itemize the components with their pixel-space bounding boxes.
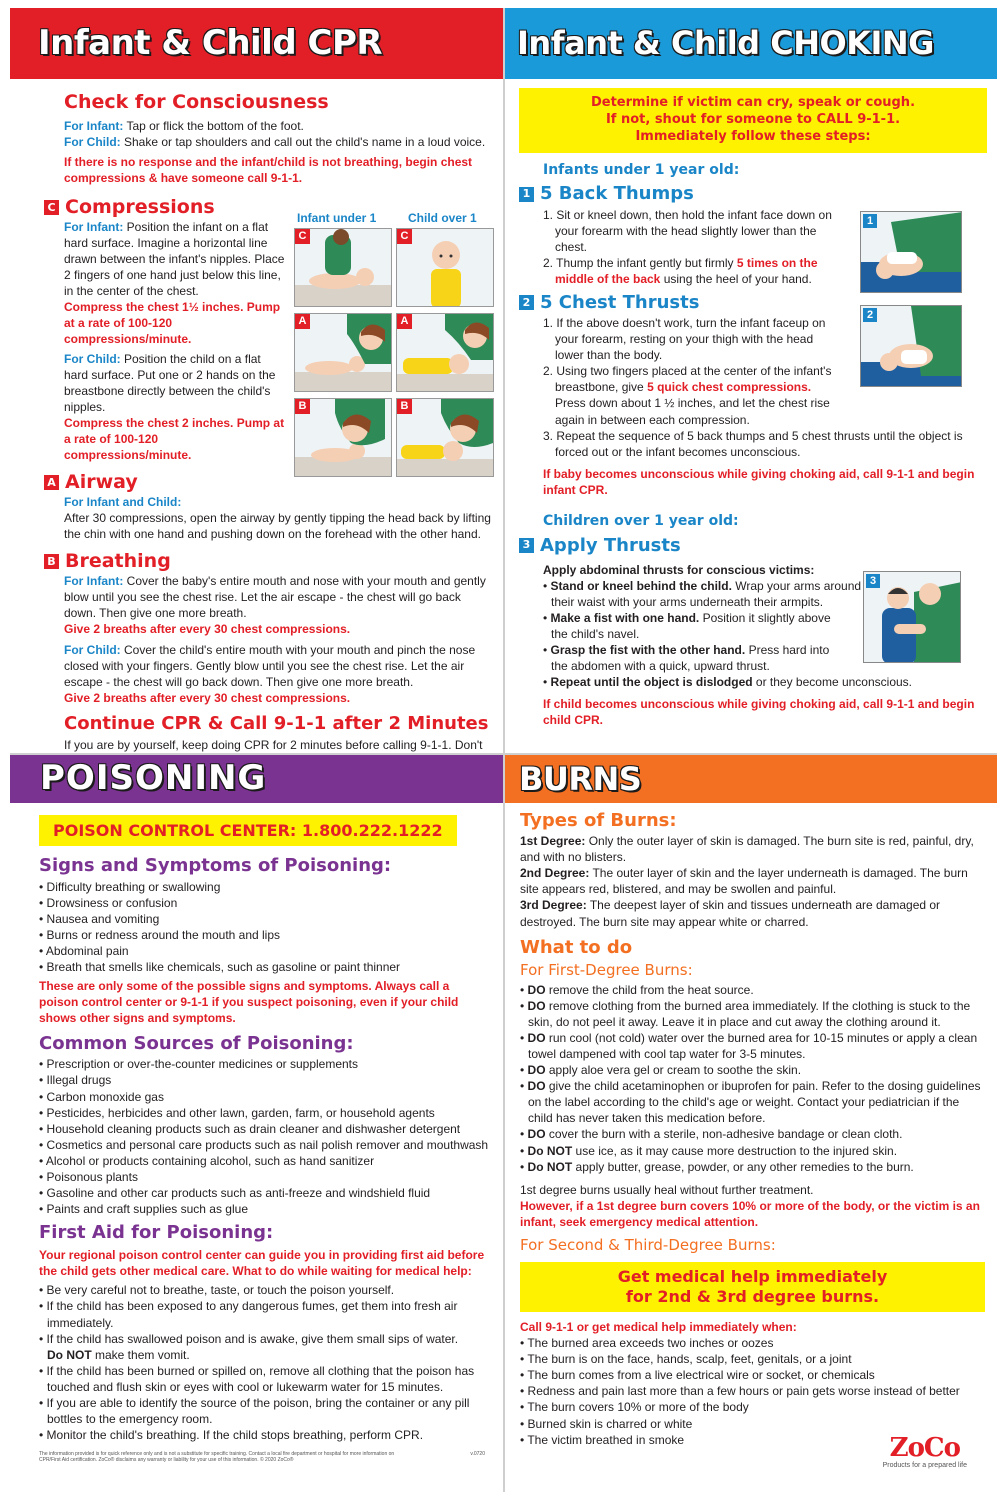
illus-infant-header: Infant under 1: [297, 211, 377, 225]
compressions-infant-text: Position the infant on a flat hard surface. Imagine a horizontal line drawn between the infant's nipples. Place 2 fingers of one hand just below this line, in the center of the chest.: [64, 219, 285, 299]
back-thumps-heading: 5 Back Thumps: [540, 183, 694, 205]
breathing-infant-label: For Infant:: [64, 573, 124, 588]
cpr-title: Infant & Child CPR: [38, 22, 383, 63]
back-thumps-illustration: [860, 211, 962, 293]
illus-label: C: [295, 229, 310, 244]
continue-text: If you are by yourself, keep doing CPR for 2 minutes before calling 9-1-1. Don't: [64, 738, 483, 753]
back-step2-red: 5 times on the middle of the back: [555, 255, 818, 286]
compressions-child-note: Compress the chest 2 inches. Pump at a rate of 100-120 compressions/minute.: [64, 415, 285, 462]
sign-item: • Difficulty breathing or swallowing: [39, 879, 491, 895]
zoco-logo: [882, 1432, 967, 1470]
call-item: • Burned skin is charred or white: [520, 1416, 985, 1432]
first-degree-item: [520, 998, 985, 1030]
back-thumps-heading-row: [519, 182, 987, 206]
first-degree-list: [520, 982, 985, 1175]
disclaimer: The information provided is for quick reference only and is not a substitute for specific training. Contact a local fire department or hospital for more information on CPR/First Aid certification. ZoCo® disclaims any warranty or liability for your use of this information. © 2020 ZoCo®: [39, 1451, 395, 1464]
source-item: • Cosmetics and personal care products such as nail polish remover and mouthwash: [39, 1137, 491, 1153]
source-item: • Alcohol or products containing alcohol, such as hand sanitizer: [39, 1153, 491, 1169]
burn-type-label: 3rd Degree:: [520, 898, 587, 913]
medical-box-line: for 2nd & 3rd degree burns.: [625, 1287, 880, 1307]
apply-bullet: [543, 610, 833, 642]
source-item: • Illegal drugs: [39, 1072, 491, 1088]
first-degree-item-text: cover the burn with a sterile, non-adhesive bandage or clean cloth.: [545, 1127, 903, 1142]
first-degree-item-label: DO: [527, 998, 546, 1013]
sources-heading: Common Sources of Poisoning:: [39, 1033, 354, 1055]
infant-breathing-illustration: [294, 398, 392, 477]
medical-help-box: [520, 1262, 985, 1312]
first-degree-item: [520, 1143, 985, 1159]
sources-list: [39, 1056, 491, 1217]
back-step2-b: using the heel of your hand.: [660, 271, 812, 286]
first-degree-item-label: DO: [527, 1079, 546, 1094]
breathing-infant-note: Give 2 breaths after every 30 chest compressions.: [64, 622, 351, 637]
choking-banner: [505, 8, 997, 79]
signs-note: These are only some of the possible signs and symptoms. Always call a poison control center or 9-1-1 if you suspect poisoning, even if your child shows other signs and symptoms.: [39, 979, 459, 1026]
heal-text: 1st degree burns usually heal without further treatment.: [520, 1182, 814, 1197]
call-heading: Call 9-1-1 or get medical help immediately when:: [520, 1320, 797, 1335]
first-degree-item-text: use ice, as it may cause more destruction to the injured skin.: [572, 1143, 898, 1158]
heal-warning: However, if a 1st degree burn covers 10% or more of the body, or the victim is an infant, seek emergency medical attention.: [520, 1198, 980, 1229]
airway-text: [64, 510, 494, 542]
vomit-rest: make them vomit.: [91, 1347, 190, 1362]
source-item: • Paints and craft supplies such as glue: [39, 1201, 491, 1217]
choking-section: [505, 8, 997, 753]
poisoning-content: [10, 803, 503, 1463]
child-compression-illustration: [396, 228, 494, 307]
apply-bullet-text: Wrap your arms around their waist with your arms underneath their armpits.: [551, 578, 862, 609]
logo-tagline: Products for a prepared life: [882, 1461, 967, 1469]
img-num: 3: [866, 574, 880, 588]
burn-type: [520, 865, 985, 897]
compressions-infant-label: For Infant:: [64, 219, 124, 234]
first-degree-item-text: remove the child from the heat source.: [545, 982, 754, 997]
first-degree-item-label: DO: [527, 1031, 546, 1046]
version-code: v.0720: [470, 1451, 485, 1458]
burn-type-label: 1st Degree:: [520, 834, 586, 849]
firstaid-item: • Be very careful not to breathe, taste, or touch the poison yourself.: [39, 1282, 491, 1298]
child-airway-illustration: [396, 313, 494, 392]
call-item: • The burn covers 10% or more of the body: [520, 1399, 985, 1415]
source-item: • Prescription or over-the-counter medicines or supplements: [39, 1056, 491, 1072]
burns-content: [505, 803, 997, 1448]
compressions-infant-note: Compress the chest 1½ inches. Pump at a rate of 100-120 compressions/minute.: [64, 300, 281, 347]
apply-intro: Apply abdominal thrusts for conscious victims:: [543, 562, 815, 577]
illus-label: A: [295, 314, 310, 329]
first-degree-item: [520, 1030, 985, 1062]
firstaid-note: Your regional poison control center can guide you in providing first aid before the child gets other medical care. What to do while waiting for medical help:: [39, 1248, 485, 1279]
sign-item: • Burns or redness around the mouth and lips: [39, 927, 491, 943]
apply-thrusts-heading-row: [519, 534, 987, 558]
breathing-tag: B: [44, 554, 59, 569]
signs-list: [39, 879, 491, 975]
firstaid-item: [39, 1331, 491, 1363]
source-item: • Gasoline and other car products such as anti-freeze and windshield fluid: [39, 1185, 491, 1201]
img-num: 1: [863, 214, 877, 228]
apply-thrusts-illustration: [863, 571, 961, 663]
chest-step: 3. Repeat the sequence of 5 back thumps and 5 chest thrusts until the object is forced out or the infant becomes unconscious.: [543, 428, 963, 459]
alert-line: If not, shout for someone to CALL 9-1-1.: [605, 111, 901, 127]
check-child-label: For Child:: [64, 134, 121, 149]
compressions-tag: C: [44, 200, 59, 215]
chest-step2-a: 2. Using two fingers placed at the center of the infant's breastbone, give: [543, 364, 832, 395]
apply-bullet-bold: Make a fist with one hand.: [550, 610, 700, 625]
chest-warning: If baby becomes unconscious while giving choking aid, call 9-1-1 and begin infant CPR.: [543, 466, 975, 497]
firstaid-item: • If the child has been burned or spilled on, remove all clothing that the poison has touched and flush skin or eyes with cool or lukewarm water for 15 minutes.: [39, 1363, 491, 1395]
signs-heading: Signs and Symptoms of Poisoning:: [39, 855, 392, 877]
compressions-child-text: Position the child on a flat hard surface. Put one or 2 hands on the breastbone directly between the child's nipples.: [64, 351, 276, 414]
burn-type-text: Only the outer layer of skin is damaged. The burn site is red, painful, dry, and with no blisters.: [520, 834, 974, 865]
img-num: 2: [863, 308, 877, 322]
first-degree-item: [520, 1078, 985, 1126]
sign-item: • Nausea and vomiting: [39, 911, 491, 927]
breathing-child-text: Cover the child's entire mouth with your mouth and pinch the nose closed with your fingers. Gently blow until you see the chest rise. Let the air escape - the chest will go back down. Then give one more breath.: [64, 643, 476, 690]
burn-type-label: 2nd Degree:: [520, 866, 590, 881]
first-degree-item-text: apply butter, grease, powder, or any other remedies to the burn.: [572, 1159, 914, 1174]
infants-heading: Infants under 1 year old:: [543, 161, 740, 178]
breathing-child-label: For Child:: [64, 643, 121, 658]
first-degree-item-label: DO: [527, 982, 546, 997]
call-item: • The burn comes from a live electrical wire or socket, or chemicals: [520, 1367, 985, 1383]
burn-type: [520, 833, 985, 865]
first-degree-item: [520, 1126, 985, 1142]
apply-bullet-bold: Grasp the fist with the other hand.: [550, 643, 746, 658]
illus-label: C: [397, 229, 412, 244]
poisoning-section: [10, 755, 503, 1492]
whattodo-heading: What to do: [520, 936, 633, 958]
first-degree-item: [520, 982, 985, 998]
infant-airway-illustration: [294, 313, 392, 392]
check-infant-label: For Infant:: [64, 118, 124, 133]
apply-bullet-text: or they become unconscious.: [752, 675, 912, 690]
airway-tag: A: [44, 475, 59, 490]
illus-child-header: Child over 1: [408, 211, 477, 225]
sign-item: • Breath that smells like chemicals, such as gasoline or paint thinner: [39, 959, 491, 975]
poisoning-banner: [10, 755, 503, 803]
breathing-heading: Breathing: [65, 550, 171, 573]
sign-item: • Abdominal pain: [39, 943, 491, 959]
poison-control-number: POISON CONTROL CENTER: 1.800.222.1222: [39, 815, 457, 846]
back-step: 1. Sit or kneel down, then hold the infant face down on your forearm with the head slightly lower than the chest.: [543, 207, 832, 254]
call-item: • The burn is on the face, hands, scalp, feet, genitals, or a joint: [520, 1351, 985, 1367]
firstaid-item: • If the child has been exposed to any dangerous fumes, get them into fresh air immediately.: [39, 1298, 491, 1330]
apply-bullet-text: Press hard into the abdomen with a quick, upward thrust.: [551, 643, 830, 674]
apply-bullet: [543, 578, 863, 610]
first-degree-heading: For First-Degree Burns:: [520, 960, 693, 979]
burns-banner: [505, 755, 997, 803]
first-degree-item-text: remove clothing from the burned area immediately. If the clothing is stuck to the skin, do not peel it away. Leave it in place and cut away the clothing around it.: [528, 998, 971, 1029]
chest-thrusts-illustration: [860, 305, 962, 387]
first-degree-item: [520, 1159, 985, 1175]
firstaid-item: • Monitor the child's breathing. If the child stops breathing, perform CPR.: [39, 1427, 491, 1443]
choking-alert-box: [519, 88, 987, 153]
logo-text: ZoCo: [889, 1432, 960, 1463]
chest-step2-b: Press down about 1 ½ inches, and let the chest rise again in between each compression.: [555, 396, 830, 427]
breathing-heading-row: [47, 550, 491, 573]
poisoning-title: POISONING: [40, 758, 267, 799]
sign-item: • Drowsiness or confusion: [39, 895, 491, 911]
chest-thrusts-heading: 5 Chest Thrusts: [540, 291, 700, 313]
chest-step: 1. If the above doesn't work, turn the infant faceup on your forearm, resting on your thigh with the head lower than the body.: [543, 316, 826, 363]
types-list: [520, 833, 985, 929]
continue-heading: Continue CPR & Call 9-1-1 after 2 Minutes: [64, 712, 489, 734]
burn-type-text: The outer layer of skin and the layer underneath is damaged. The burn site appears red, blistered, and may be swollen and painful.: [520, 866, 968, 897]
apply-bullet-bold: Repeat until the object is dislodged: [550, 675, 753, 690]
first-degree-item: [520, 1062, 985, 1078]
burn-type: [520, 897, 985, 929]
vomit-do-not: Do NOT: [47, 1347, 92, 1362]
source-item: • Pesticides, herbicides and other lawn, garden, farm, or household agents: [39, 1105, 491, 1121]
chest-num: 2: [519, 295, 534, 310]
first-degree-item-text: run cool (not cold) water over the burned area for 10-15 minutes or apply a clean towel dampened with cool tap water for 3-5 minutes.: [528, 1031, 978, 1062]
compressions-heading: Compressions: [65, 196, 215, 219]
firstaid-item-text: If the child has swallowed poison and is awake, give them small sips of water.: [46, 1331, 459, 1346]
breathing-child-note: Give 2 breaths after every 30 chest compressions.: [64, 691, 351, 706]
airway-label: For Infant and Child:: [64, 494, 182, 509]
apply-bullet-text: Position it slightly above the child's navel.: [551, 610, 831, 642]
medical-box-line: Get medical help immediately: [617, 1267, 888, 1287]
first-degree-item-label: DO: [527, 1127, 546, 1142]
cpr-banner: [10, 8, 503, 79]
first-degree-item-text: apply aloe vera gel or cream to soothe the skin.: [545, 1063, 802, 1078]
children-heading: Children over 1 year old:: [543, 512, 739, 529]
child-breathing-illustration: [396, 398, 494, 477]
second-degree-heading: For Second & Third-Degree Burns:: [520, 1235, 776, 1254]
call-item: • The burned area exceeds two inches or oozes: [520, 1335, 985, 1351]
firstaid-item: • If you are able to identify the source of the poison, bring the container or any pill bottles to the emergency room.: [39, 1395, 491, 1427]
choking-title: Infant & Child CHOKING: [517, 24, 934, 63]
compressions-text: [64, 219, 286, 463]
call-list: [520, 1335, 985, 1448]
illus-label: B: [397, 399, 412, 414]
first-degree-item-label: Do NOT: [527, 1143, 573, 1158]
burns-title: BURNS: [519, 759, 642, 798]
source-item: • Carbon monoxide gas: [39, 1089, 491, 1105]
back-step: [543, 255, 843, 287]
apply-bullet: [543, 674, 987, 690]
alert-line: Determine if victim can cry, speak or cough.: [590, 95, 916, 110]
apply-num: 3: [519, 538, 534, 553]
types-heading: Types of Burns:: [520, 810, 677, 831]
airway-text-span: After 30 compressions, open the airway by gently tipping the head back by lifting the chin with one hand and pushing down on the forehead with the other hand.: [64, 510, 491, 542]
compressions-child-label: For Child:: [64, 351, 121, 366]
first-degree-item-label: Do NOT: [527, 1159, 573, 1174]
cpr-section: [10, 8, 503, 753]
firstaid-list: [39, 1282, 491, 1443]
illus-label: A: [397, 314, 412, 329]
check-infant-text: Tap or flick the bottom of the foot.: [126, 118, 304, 133]
check-heading: Check for Consciousness: [64, 91, 329, 113]
illus-label: B: [295, 399, 310, 414]
call-item: • Redness and pain last more than a few hours or pain gets worse instead of better: [520, 1383, 985, 1399]
apply-warning: If child becomes unconscious while giving choking aid, call 9-1-1 and begin child CPR.: [543, 697, 975, 728]
source-item: • Household cleaning products such as drain cleaner and dishwasher detergent: [39, 1121, 491, 1137]
back-thumps-steps: [543, 207, 843, 287]
chest-step: [543, 363, 843, 427]
back-num: 1: [519, 187, 534, 202]
call-item: • The victim breathed in smoke: [520, 1432, 985, 1448]
source-item: • Poisonous plants: [39, 1169, 491, 1185]
burn-type-text: The deepest layer of skin and tissues underneath are damaged or destroyed. The burn site may appear white or charred.: [520, 898, 941, 929]
apply-thrusts-heading: Apply Thrusts: [540, 534, 681, 556]
burns-section: [505, 755, 997, 1492]
back-step2-a: 2. Thump the infant gently but firmly: [543, 255, 737, 270]
first-degree-item-label: DO: [527, 1063, 546, 1078]
infant-compression-illustration: [294, 228, 392, 307]
apply-bullet: [543, 642, 833, 674]
chest-step2-red: 5 quick chest compressions.: [647, 380, 812, 395]
firstaid-heading: First Aid for Poisoning:: [39, 1222, 274, 1244]
first-degree-item-text: give the child acetaminophen or ibuprofen for pain. Refer to the dosing guidelines on the label according to the child's age or weight. Contact your pediatrician if the child has never taken this medication before.: [528, 1079, 981, 1126]
breathing-infant-text: Cover the baby's entire mouth and nose with your mouth and gently blow until you see the chest rise. Let the air escape - the chest will go back down. Then give one more breath.: [64, 573, 486, 621]
disclaimer-row: [39, 1451, 491, 1463]
airway-heading: Airway: [65, 471, 138, 494]
check-warning: If there is no response and the infant/child is not breathing, begin chest compressions & have someone call 9-1-1.: [64, 154, 473, 186]
alert-line: Immediately follow these steps:: [635, 128, 871, 144]
check-child-text: Shake or tap shoulders and call out the child's name in a loud voice.: [124, 134, 486, 149]
apply-bullet-bold: Stand or kneel behind the child.: [550, 578, 732, 593]
